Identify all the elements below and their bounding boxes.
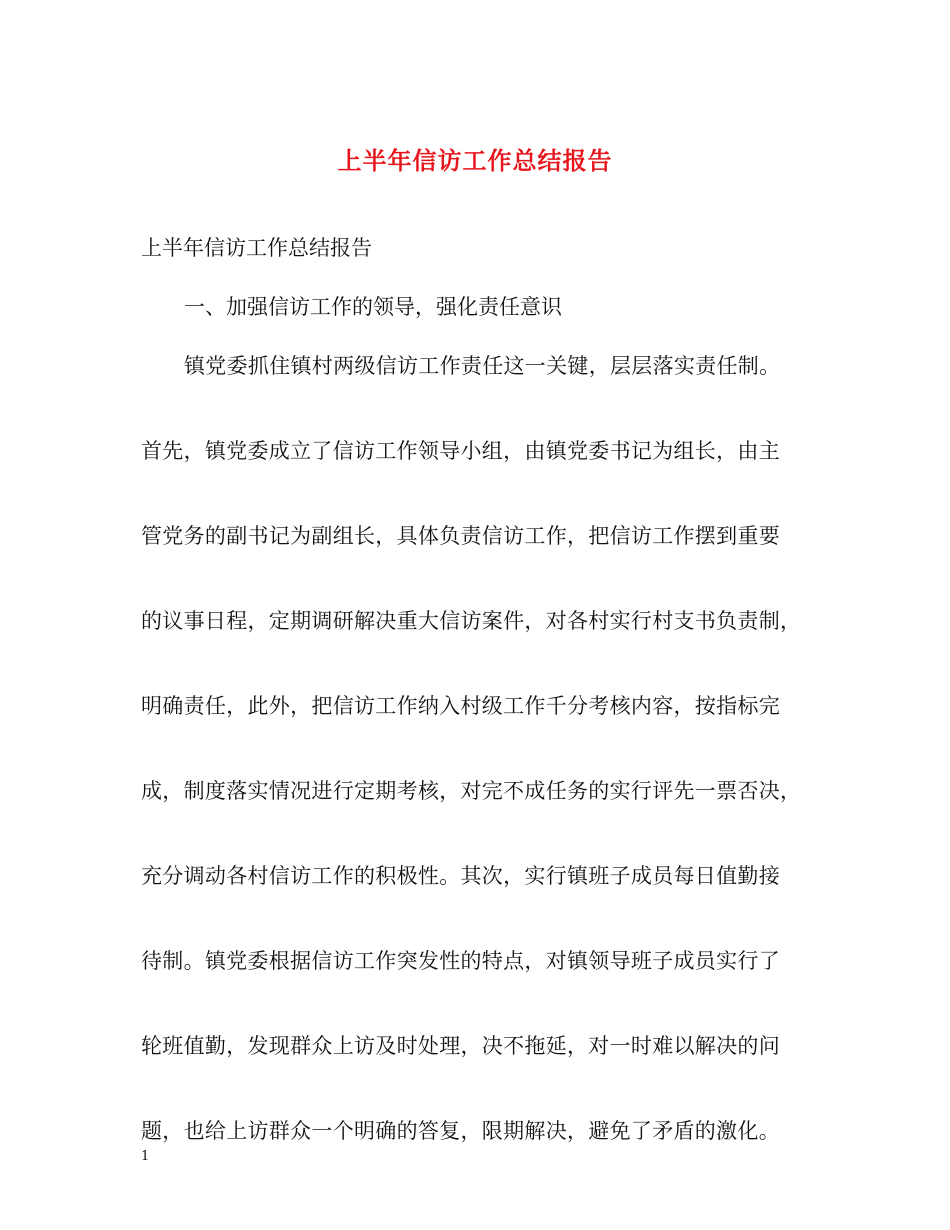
body-line: 明确责任，此外，把信访工作纳入村级工作千分考核内容，按指标完 bbox=[141, 694, 780, 718]
body-line: 成，制度落实情况进行定期考核，对完不成任务的实行评先一票否决， bbox=[141, 779, 802, 803]
body-line: 首先，镇党委成立了信访工作领导小组，由镇党委书记为组长，由主 bbox=[141, 439, 780, 463]
body-paragraph bbox=[141, 346, 806, 1151]
body-line: 待制。镇党委根据信访工作突发性的特点，对镇领导班子成员实行了 bbox=[141, 949, 780, 973]
section-heading: 一、加强信访工作的领导，强化责任意识 bbox=[184, 295, 562, 319]
body-line: 题，也给上访群众一个明确的答复，限期解决，避免了矛盾的激化。 bbox=[141, 1119, 780, 1143]
body-line: 镇党委抓住镇村两级信访工作责任这一关键，层层落实责任制。 bbox=[184, 354, 781, 378]
body-line: 管党务的副书记为副组长，具体负责信访工作，把信访工作摆到重要 bbox=[141, 524, 780, 548]
body-line: 的议事日程，定期调研解决重大信访案件，对各村实行村支书负责制， bbox=[141, 609, 802, 633]
body-line: 轮班值勤，发现群众上访及时处理，决不拖延，对一时难以解决的问 bbox=[141, 1034, 780, 1058]
body-line: 充分调动各村信访工作的积极性。其次，实行镇班子成员每日值勤接 bbox=[141, 864, 780, 888]
document-title: 上半年信访工作总结报告 bbox=[337, 146, 613, 175]
document-subtitle: 上半年信访工作总结报告 bbox=[141, 236, 372, 260]
page-number: 1 bbox=[141, 1149, 150, 1164]
